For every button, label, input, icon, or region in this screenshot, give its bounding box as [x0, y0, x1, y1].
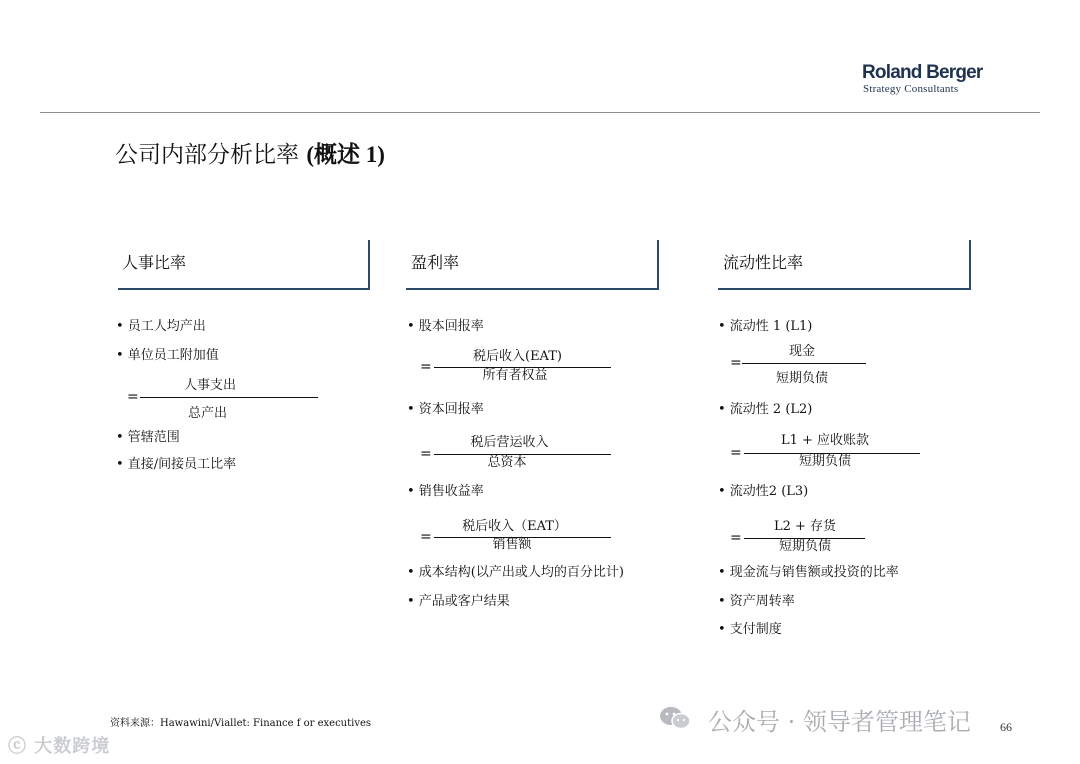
fraction-line — [140, 397, 318, 398]
formula-equals: = — [420, 529, 432, 545]
header-divider — [40, 112, 1040, 113]
formula-numerator: 税后营运收入 — [470, 435, 549, 450]
brand-mark-icon: ⓒ — [8, 736, 27, 757]
formula-numerator: L2 + 存货 — [773, 519, 837, 534]
list-item: • 资产周转率 — [718, 594, 795, 609]
list-item: • 流动性 2 (L2) — [718, 402, 813, 417]
formula-denominator: 短期负债 — [798, 454, 851, 469]
brand-watermark — [8, 732, 110, 758]
section-heading-personnel: 人事比率 — [122, 253, 187, 272]
page-number: 66 — [1000, 720, 1012, 734]
wechat-icon — [658, 705, 692, 731]
list-item: • 支付制度 — [718, 622, 782, 637]
list-item: • 产品或客户结果 — [407, 594, 510, 609]
source-note: 资料来源：Hawawini/Viallet: Finance f or executives — [110, 718, 372, 729]
list-item: • 成本结构(以产出或人均的百分比计) — [407, 565, 624, 580]
company-tagline: Strategy Consultants — [863, 83, 959, 95]
fraction-line — [742, 363, 866, 364]
formula-equals: = — [730, 530, 742, 546]
formula-numerator: L1 + 应收账款 — [780, 433, 870, 448]
formula-numerator: 现金 — [788, 344, 815, 359]
page-title — [115, 136, 385, 169]
list-item: • 员工人均产出 — [116, 319, 206, 334]
formula-equals: = — [127, 389, 139, 405]
formula-denominator: 短期负债 — [778, 539, 831, 554]
section-heading-liquidity: 流动性比率 — [723, 253, 804, 272]
formula-denominator: 销售额 — [492, 537, 532, 552]
formula-numerator: 税后收入（EAT） — [462, 519, 567, 534]
page-title-text: 公司内部分析比率 — [115, 142, 299, 168]
section-heading-profitability: 盈利率 — [411, 253, 460, 272]
list-item: • 资本回报率 — [407, 402, 484, 417]
list-item: • 流动性 1 (L1) — [718, 319, 813, 334]
formula-denominator: 所有者权益 — [482, 368, 548, 383]
list-item: • 管辖范围 — [116, 430, 180, 445]
formula-numerator: 税后收入(EAT) — [473, 349, 562, 364]
list-item: • 流动性2 (L3) — [718, 484, 809, 499]
formula-denominator: 短期负债 — [775, 371, 828, 386]
formula-equals: = — [730, 445, 742, 461]
formula-equals: = — [420, 359, 432, 375]
brand-mark-text: 大数跨境 — [34, 736, 111, 757]
formula-equals: = — [730, 355, 742, 371]
list-item: • 股本回报率 — [407, 319, 484, 334]
list-item: • 直接/间接员工比率 — [116, 457, 237, 472]
formula-numerator: 人事支出 — [183, 378, 236, 393]
company-logo: Roland Berger — [862, 62, 983, 83]
formula-equals: = — [420, 446, 432, 462]
list-item: • 单位员工附加值 — [116, 348, 219, 363]
watermark-text: 公众号 · 领导者管理笔记 — [708, 708, 971, 736]
formula-denominator: 总资本 — [487, 455, 527, 470]
list-item: • 销售收益率 — [407, 484, 484, 499]
page-title-suffix: (概述 1) — [306, 142, 385, 167]
list-item: • 现金流与销售额或投资的比率 — [718, 565, 899, 580]
formula-denominator: 总产出 — [187, 406, 227, 421]
